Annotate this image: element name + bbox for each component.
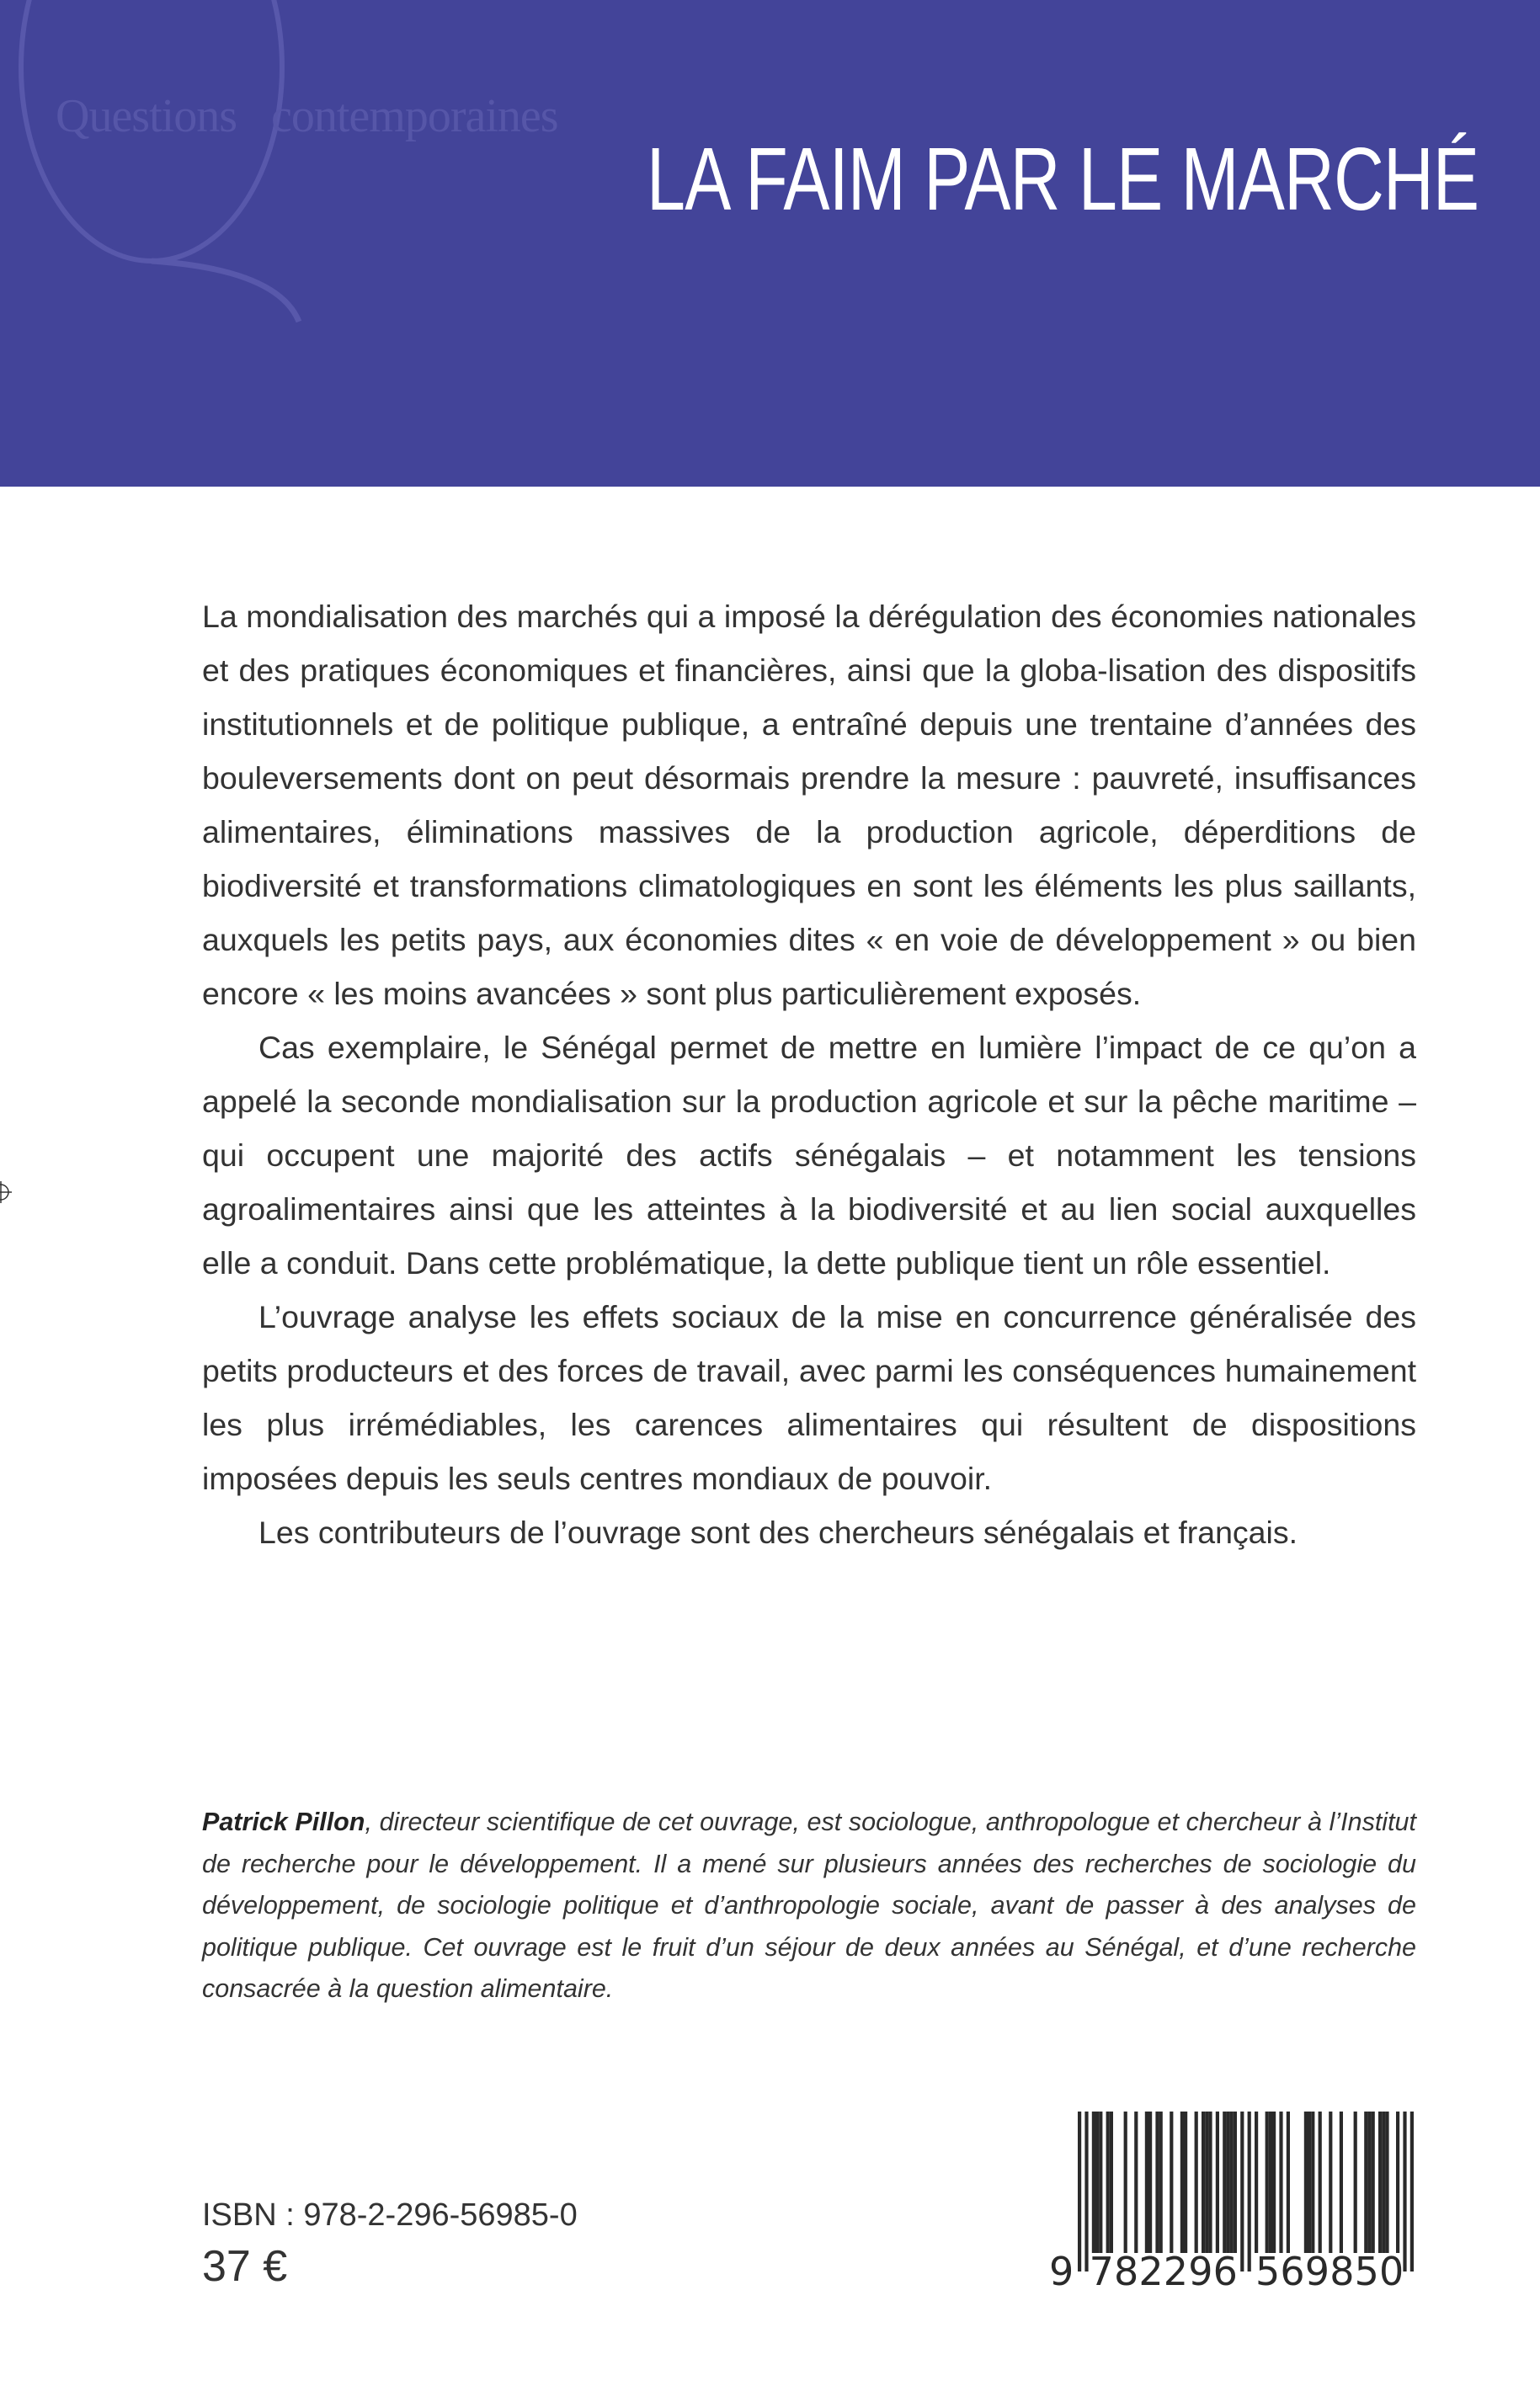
barcode-bar xyxy=(1272,2112,1276,2253)
barcode-bar xyxy=(1354,2112,1357,2253)
barcode-bar xyxy=(1396,2112,1399,2253)
barcode-bar xyxy=(1279,2112,1282,2253)
barcode-bar xyxy=(1319,2112,1322,2253)
author-name: Patrick Pillon xyxy=(202,1808,365,1836)
barcode-bar xyxy=(1269,2112,1272,2253)
barcode-bar xyxy=(1403,2112,1406,2271)
price: 37 € xyxy=(202,2242,288,2291)
q-letter-logo-icon xyxy=(0,0,337,354)
barcode-bar xyxy=(1180,2112,1184,2253)
barcode-bar xyxy=(1110,2112,1113,2253)
isbn: ISBN : 978-2-296-56985-0 xyxy=(202,2197,578,2233)
barcode-digit: 5 xyxy=(1354,2249,1379,2290)
barcode-digit: 9 xyxy=(1304,2249,1330,2290)
isbn-barcode xyxy=(1044,2105,1423,2290)
barcode-digit: 6 xyxy=(1280,2249,1305,2290)
barcode-bar xyxy=(1124,2112,1127,2253)
summary-paragraph: Les contributeurs de l’ouvrage sont des chercheurs sénégalais et français. xyxy=(258,1515,1298,1550)
book-title: LA FAIM PAR LE MARCHÉ xyxy=(647,130,1479,229)
summary-paragraph: L’ouvrage analyse les effets sociaux de la mise en concurrence généralisée des petits producteurs et des forces de travail, avec parmi les conséquences humainement les plus irrémédiables, les carences alimentaires qui résultent de dispositions imposées depuis les seuls centres mondiaux de pouvoir. xyxy=(202,1299,1416,1496)
cover-header xyxy=(0,0,1540,487)
author-bio xyxy=(202,1802,1416,2011)
barcode-bar xyxy=(1329,2112,1332,2253)
barcode-bar xyxy=(1382,2112,1385,2253)
barcode-bar xyxy=(1304,2112,1308,2253)
barcode-bar xyxy=(1266,2112,1269,2253)
series-name xyxy=(56,81,558,143)
barcode-bar xyxy=(1095,2112,1099,2253)
barcode-digit: 0 xyxy=(1379,2249,1404,2290)
barcode-digit: 8 xyxy=(1114,2249,1139,2290)
author-bio-text: , directeur scientifique de cet ouvrage, est sociologue, anthropologue et chercheur à l’Institut de recherche pour le développement. Il a mené sur plusieurs années des recherches de sociologie du développement, de sociologie politique et d’anthropologie sociale, avant de passer à des analyses de politique publique. Cet ouvrage est le fruit d’un séjour de deux années au Sénégal, et d’une recherche consacrée à la question alimentaire. xyxy=(202,1808,1416,2003)
barcode-digit: 5 xyxy=(1255,2249,1281,2290)
barcode-bar xyxy=(1155,2112,1159,2253)
barcode-bar xyxy=(1372,2112,1375,2253)
barcode-bar xyxy=(1195,2112,1198,2253)
barcode-bar xyxy=(1410,2112,1414,2271)
barcode-bar xyxy=(1230,2112,1234,2253)
barcode-bar xyxy=(1202,2112,1205,2253)
barcode-digit: 9 xyxy=(1188,2249,1213,2290)
barcode-bar xyxy=(1084,2112,1088,2271)
barcode-bar xyxy=(1340,2112,1343,2253)
summary-paragraph: La mondialisation des marchés qui a imposé la dérégulation des économies nationales et des pratiques économiques et financières, ainsi que la globa-lisation des dispositifs institutionnels et de politique publique, a entraîné depuis une trentaine d’années des bouleversements dont on peut désormais prendre la mesure : pauvreté, insuffisances alimentaires, éliminations massives de la production agricole, déperditions de biodiversité et transformations climatologiques en sont les éléments les plus saillants, auxquels les petits pays, aux économies dites « en voie de développement » ou bien encore « les moins avancées » sont plus particulièrement exposés. xyxy=(202,599,1416,1011)
barcode-bar xyxy=(1148,2112,1152,2253)
barcode-bar xyxy=(1092,2112,1095,2253)
barcode-bar xyxy=(1367,2112,1371,2253)
barcode-bar xyxy=(1364,2112,1367,2253)
barcode-bar xyxy=(1184,2112,1187,2253)
barcode-bar xyxy=(1378,2112,1382,2253)
barcode-digit: 2 xyxy=(1163,2249,1189,2290)
barcode-bar xyxy=(1308,2112,1311,2253)
barcode-bar xyxy=(1078,2112,1081,2271)
barcode-bar xyxy=(1234,2112,1237,2253)
barcode-bar xyxy=(1311,2112,1314,2253)
barcode-bar xyxy=(1145,2112,1148,2253)
barcode-bar xyxy=(1287,2112,1290,2253)
registration-mark-icon xyxy=(0,1181,12,1203)
barcode-bar xyxy=(1170,2112,1173,2253)
series-word-questions: Questions xyxy=(56,90,237,142)
barcode-bar xyxy=(1099,2112,1102,2253)
barcode-bar xyxy=(1385,2112,1388,2253)
series-word-contemporaines: contemporaines xyxy=(271,90,558,142)
barcode-digit: 8 xyxy=(1330,2249,1355,2290)
barcode-digit: 6 xyxy=(1212,2249,1238,2290)
barcode-bar xyxy=(1159,2112,1163,2253)
barcode-bar xyxy=(1226,2112,1229,2253)
barcode-bar xyxy=(1208,2112,1212,2253)
back-cover-summary xyxy=(202,589,1416,1559)
barcode-bar xyxy=(1223,2112,1226,2253)
barcode-bar xyxy=(1106,2112,1110,2253)
barcode-bar xyxy=(1205,2112,1208,2253)
barcode-bar xyxy=(1248,2112,1251,2271)
barcode-digit: 7 xyxy=(1089,2249,1114,2290)
barcode-bar xyxy=(1255,2112,1258,2253)
barcode-digit-first: 9 xyxy=(1049,2249,1074,2290)
barcode-bar xyxy=(1134,2112,1138,2253)
barcode-digit: 2 xyxy=(1138,2249,1164,2290)
barcode-bar xyxy=(1240,2112,1244,2271)
summary-paragraph: Cas exemplaire, le Sénégal permet de mettre en lumière l’impact de ce qu’on a appelé la seconde mondialisation sur la production agricole et sur la pêche maritime – qui occupent une majorité des actifs sénégalais – et notamment les tensions agroalimentaires ainsi que les atteintes à la biodiversité et au lien social auxquelles elle a conduit. Dans cette problématique, la dette publique tient un rôle essentiel. xyxy=(202,1030,1416,1281)
barcode-bar xyxy=(1216,2112,1219,2253)
